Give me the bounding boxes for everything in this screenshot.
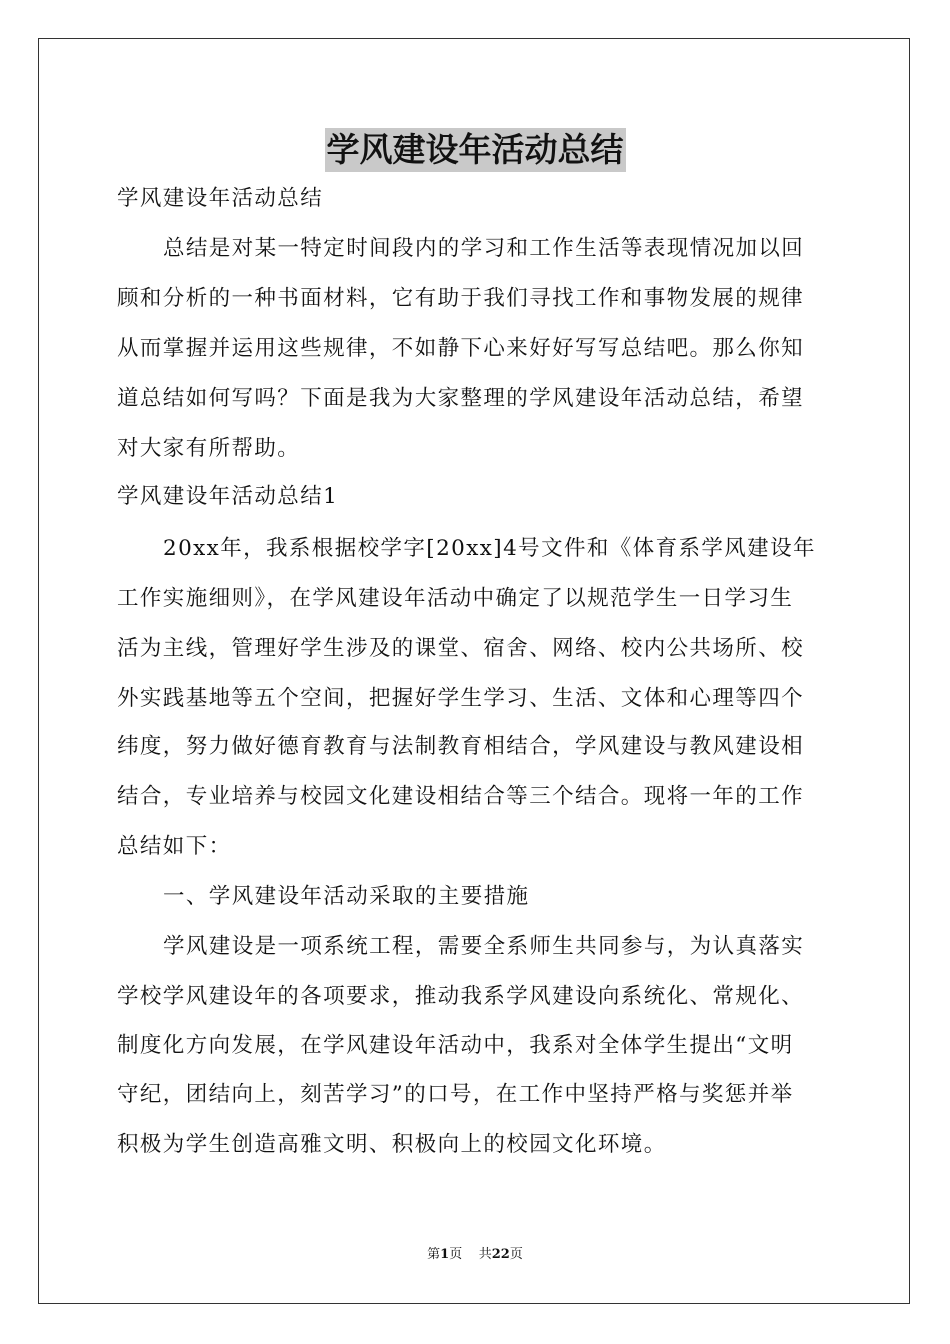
body-line-16: 学风建设是一项系统工程，需要全系师生共同参与，为认真落实 (163, 934, 805, 959)
body-line-10: 活为主线，管理好学生涉及的课堂、宿舍、网络、校内公共场所、校 (117, 636, 805, 661)
page-prefix: 第 (427, 1247, 441, 1262)
body-line-1: 学风建设年活动总结 (117, 186, 324, 211)
body-line-2: 总结是对某一特定时间段内的学习和工作生活等表现情况加以回 (163, 236, 805, 261)
body-line-5: 道总结如何写吗？下面是我为大家整理的学风建设年活动总结，希望 (117, 386, 805, 411)
body-line-19: 守纪，团结向上，刻苦学习”的口号，在工作中坚持严格与奖惩并举 (117, 1082, 794, 1107)
body-line-13: 结合，专业培养与校园文化建设相结合等三个结合。现将一年的工作 (117, 784, 805, 809)
body-line-11: 外实践基地等五个空间，把握好学生学习、生活、文体和心理等四个 (117, 686, 805, 711)
page-footer (0, 1246, 950, 1264)
body-line-7: 学风建设年活动总结1 (117, 484, 339, 509)
document-title: 学风建设年活动总结 (325, 128, 626, 172)
total-prefix: 共 (478, 1247, 492, 1262)
body-line-18: 制度化方向发展，在学风建设年活动中，我系对全体学生提出“文明 (117, 1033, 794, 1058)
body-line-15: 一、学风建设年活动采取的主要措施 (163, 884, 530, 909)
body-line-20: 积极为学生创造高雅文明、积极向上的校园文化环境。 (117, 1132, 667, 1157)
total-pages: 22 (491, 1247, 510, 1262)
total-suffix: 页 (509, 1247, 523, 1262)
body-line-9: 工作实施细则》，在学风建设年活动中确定了以规范学生一日学习生 (117, 586, 794, 611)
page-suffix: 页 (449, 1247, 463, 1262)
body-line-6: 对大家有所帮助。 (117, 436, 301, 461)
document-title-container (0, 128, 950, 172)
body-line-8: 20xx年，我系根据校学字[20xx]4号文件和《体育系学风建设年 (163, 536, 816, 561)
body-line-17: 学校学风建设年的各项要求，推动我系学风建设向系统化、常规化、 (117, 984, 805, 1009)
body-line-12: 纬度，努力做好德育教育与法制教育相结合，学风建设与教风建设相 (117, 734, 805, 759)
page-number: 1 (440, 1247, 450, 1262)
page-border (38, 38, 910, 1304)
body-line-4: 从而掌握并运用这些规律，不如静下心来好好写写总结吧。那么你知 (117, 336, 805, 361)
body-line-3: 顾和分析的一种书面材料，它有助于我们寻找工作和事物发展的规律 (117, 286, 805, 311)
body-line-14: 总结如下： (117, 834, 232, 859)
